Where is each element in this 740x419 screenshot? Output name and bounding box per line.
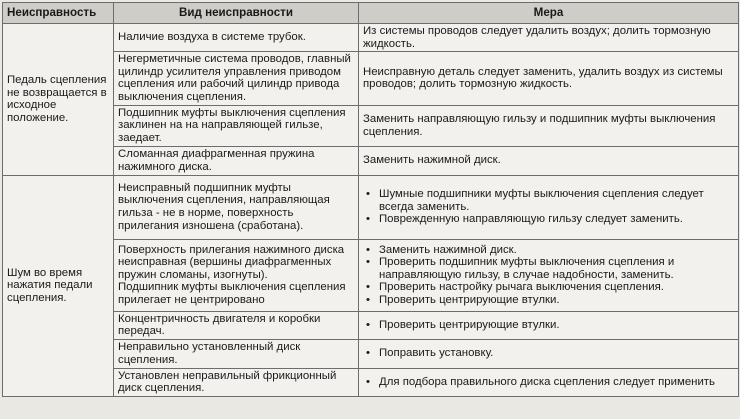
measure-cell: Из системы проводов следует удалить воздух; долить тормозную жидкость. (359, 24, 739, 52)
measure-cell (359, 339, 739, 368)
measure-cell: Заменить направляющую гильзу и подшипник муфты выключения сцепления. (359, 105, 739, 146)
kind-cell: Негерметичные система проводов, главный цилиндр усилителя управления приводом сцепления или рабочий цилиндр привода выключения сцепления. (114, 52, 359, 105)
kind-cell: Сломанная диафрагменная пружина нажимного диска. (114, 146, 359, 175)
list-item: • Проверить подшипник муфты выключения сцепления и направляющую гильзу, в случае надобности, заменить. (363, 256, 734, 281)
header-fault: Неисправность (3, 3, 114, 24)
kind-cell: Наличие воздуха в системе трубок. (114, 24, 359, 52)
measure-cell (359, 311, 739, 339)
kind-cell (114, 239, 359, 311)
table-row (3, 239, 739, 311)
table-row (3, 105, 739, 146)
list-item: • Проверить центрирующие втулки. (363, 319, 734, 332)
table-row (3, 339, 739, 368)
measure-cell: Заменить нажимной диск. (359, 146, 739, 175)
fault-cell-clutch-pedal: Педаль сцепления не возвращается в исходное положение. (3, 24, 114, 176)
kind-cell: Концентричность двигателя и коробки передач. (114, 311, 359, 339)
header-kind: Вид неисправности (114, 3, 359, 24)
table-header-row (3, 3, 739, 24)
troubleshooting-table (2, 2, 739, 397)
kind-cell: Неправильно установленный диск сцепления. (114, 339, 359, 368)
list-item: • Проверить центрирующие втулки. (363, 294, 734, 307)
list-item: • Для подбора правильного диска сцепления следует применить (363, 376, 734, 389)
measure-cell (359, 239, 739, 311)
list-item: • Поправить установку. (363, 347, 734, 360)
table-row (3, 175, 739, 239)
table-row (3, 368, 739, 396)
measure-cell (359, 175, 739, 239)
table-row (3, 146, 739, 175)
measure-cell: Неисправную деталь следует заменить, удалить воздух из системы проводов; долить тормозную жидкость. (359, 52, 739, 105)
list-item: • Поврежденную направляющую гильзу следует заменить. (363, 213, 734, 226)
fault-cell-noise: Шум во время нажатия педали сцепления. (3, 175, 114, 396)
list-item: • Шумные подшипники муфты выключения сцепления следует всегда заменить. (363, 188, 734, 213)
table-row (3, 52, 739, 105)
kind-cell: Установлен неправильный фрикционный диск сцепления. (114, 368, 359, 396)
kind-text: Поверхность прилегания нажимного диска неисправная (вершины диафрагменных пружин сломаны, изогнуты). (118, 243, 345, 281)
table-row (3, 311, 739, 339)
kind-cell: Неисправный подшипник муфты выключения сцепления, направляющая гильза - не в норме, поверхность прилегания изношена (сработана). (114, 175, 359, 239)
list-item: • Заменить нажимной диск. (363, 244, 734, 257)
table-row (3, 24, 739, 52)
measure-cell (359, 368, 739, 396)
kind-cell: Подшипник муфты выключения сцепления заклинен на на направляющей гильзе, заедает. (114, 105, 359, 146)
header-measure: Мера (359, 3, 739, 24)
kind-text-secondary: Подшипник муфты выключения сцепления прилегает не центрировано (118, 281, 346, 306)
list-item: • Проверить настройку рычага выключения сцепления. (363, 281, 734, 294)
